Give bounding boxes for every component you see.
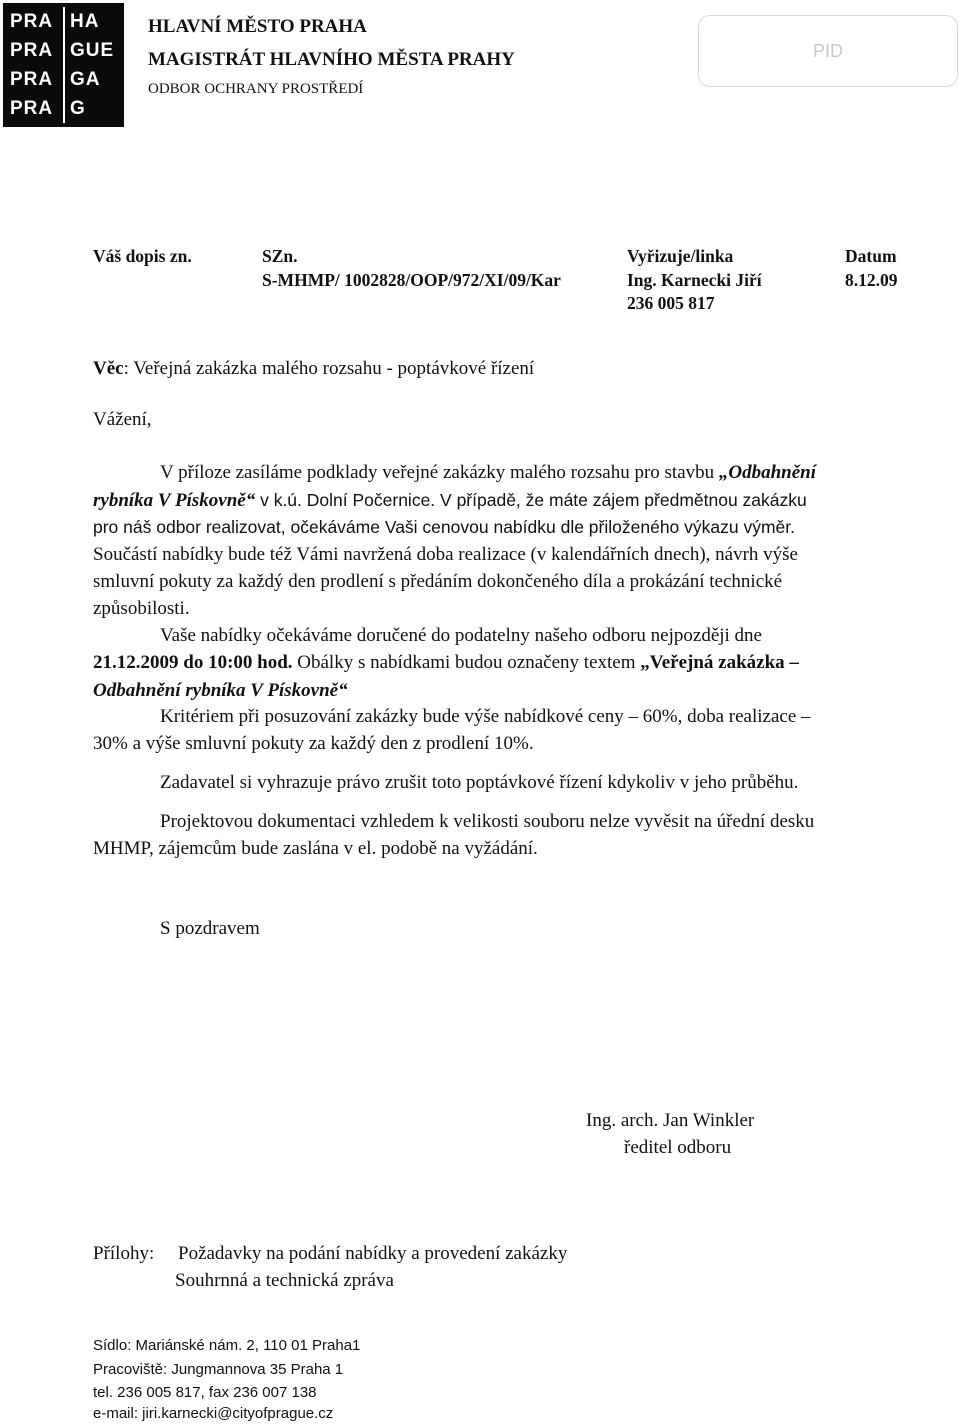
- praha-logo: [3, 3, 124, 127]
- paragraph-line: pro náš odbor realizovat, očekáváme Vaši cenovou nabídku dle přiloženého výkazu výměr.: [93, 517, 796, 537]
- paragraph-line: [93, 490, 958, 512]
- footer-phone: tel. 236 005 817, fax 236 007 138: [93, 1384, 317, 1401]
- logo-text: GUE: [70, 40, 115, 61]
- pid-box: [698, 15, 958, 87]
- ref-date-label: Datum: [845, 246, 897, 266]
- logo-text: PRA: [10, 98, 54, 119]
- logo-text: GA: [70, 69, 101, 90]
- signer-title: ředitel odboru: [624, 1137, 732, 1158]
- closing-greeting: S pozdravem: [160, 918, 260, 939]
- ref-szn-value: S-MHMP/ 1002828/OOP/972/XI/09/Kar: [262, 270, 561, 290]
- pid-label: PID: [812, 41, 843, 61]
- paragraph-line: smluvní pokuty za každý den prodlení s předáním dokončeného díla a prokázání technické: [93, 571, 783, 592]
- logo-text: PRA: [10, 11, 54, 32]
- paragraph-line: způsobilosti.: [93, 598, 190, 619]
- footer-address: Sídlo: Mariánské nám. 2, 110 01 Praha1: [93, 1337, 361, 1354]
- ref-handler-label: Vyřizuje/linka: [627, 246, 734, 266]
- deadline: 21.12.2009 do 10:00 hod.: [93, 652, 293, 673]
- text-span: v k.ú. Dolní Počernice.: [255, 490, 436, 510]
- ref-date-value: 8.12.09: [845, 270, 898, 290]
- logo-text: G: [70, 98, 86, 119]
- salutation: Vážení,: [93, 409, 152, 430]
- paragraph-line: Zadavatel si vyhrazuje právo zrušit toto poptávkové řízení kdykoliv v jeho průběhu.: [160, 772, 799, 793]
- project-name: „Odbahnění: [718, 462, 817, 483]
- ref-szn-label: SZn.: [262, 246, 298, 266]
- attachments-label: Přílohy:: [93, 1243, 155, 1264]
- paragraph-line: Kritériem při posuzování zakázky bude výše nabídkové ceny – 60%, doba realizace –: [160, 706, 811, 727]
- paragraph-line: Projektovou dokumentaci vzhledem k velikosti souboru nelze vyvěsit na úřední desku: [160, 811, 815, 832]
- text-span: Obálky s nabídkami budou označeny textem: [292, 652, 641, 673]
- paragraph-line: [93, 652, 958, 674]
- ref-handler-name: Ing. Karnecki Jiří: [627, 270, 762, 290]
- logo-text: HA: [70, 11, 100, 32]
- paragraph-line: [160, 462, 958, 484]
- subject-label: Věc: [93, 358, 124, 379]
- paragraph-line: 30% a výše smluvní pokuty za každý den z prodlení 10%.: [93, 733, 534, 754]
- text-span: V případě, že máte zájem předmětnou zakázku: [435, 490, 807, 510]
- paragraph-line: Vaše nabídky očekáváme doručené do podatelny našeho odboru nejpozději dne: [160, 625, 762, 646]
- footer-email: e-mail: jiri.karnecki@cityofprague.cz: [93, 1405, 334, 1422]
- attachment-item: Požadavky na podání nabídky a provedení zakázky: [178, 1243, 568, 1264]
- subject-line: [93, 358, 958, 380]
- envelope-label: „Veřejná zakázka –: [640, 652, 799, 673]
- paragraph-line: MHMP, zájemcům bude zaslána v el. podobě na vyžádání.: [93, 838, 538, 859]
- paragraph-line: Odbahnění rybníka V Pískovně“: [93, 680, 348, 701]
- ref-handler-phone: 236 005 817: [627, 293, 715, 313]
- ref-your-letter-label: Váš dopis zn.: [93, 246, 192, 266]
- logo-text: PRA: [10, 40, 54, 61]
- project-name: rybníka V Pískovně“: [93, 490, 256, 511]
- subject-text: : Veřejná zakázka malého rozsahu - poptávkové řízení: [123, 358, 535, 379]
- logo-text: PRA: [10, 69, 54, 90]
- footer-workplace: Pracoviště: Jungmannova 35 Praha 1: [93, 1361, 344, 1378]
- text-span: V příloze zasíláme podklady veřejné zakázky malého rozsahu pro stavbu: [160, 462, 719, 483]
- header-department: ODBOR OCHRANY PROSTŘEDÍ: [148, 81, 364, 97]
- header-city: HLAVNÍ MĚSTO PRAHA: [148, 16, 367, 37]
- logo-divider: [63, 7, 65, 123]
- attachment-item: Souhrnná a technická zpráva: [175, 1270, 394, 1291]
- signer-name: Ing. arch. Jan Winkler: [586, 1110, 755, 1131]
- paragraph-line: Součástí nabídky bude též Vámi navržená doba realizace (v kalendářních dnech), návrh výše: [93, 544, 798, 565]
- header-magistrate: MAGISTRÁT HLAVNÍHO MĚSTA PRAHY: [148, 49, 515, 70]
